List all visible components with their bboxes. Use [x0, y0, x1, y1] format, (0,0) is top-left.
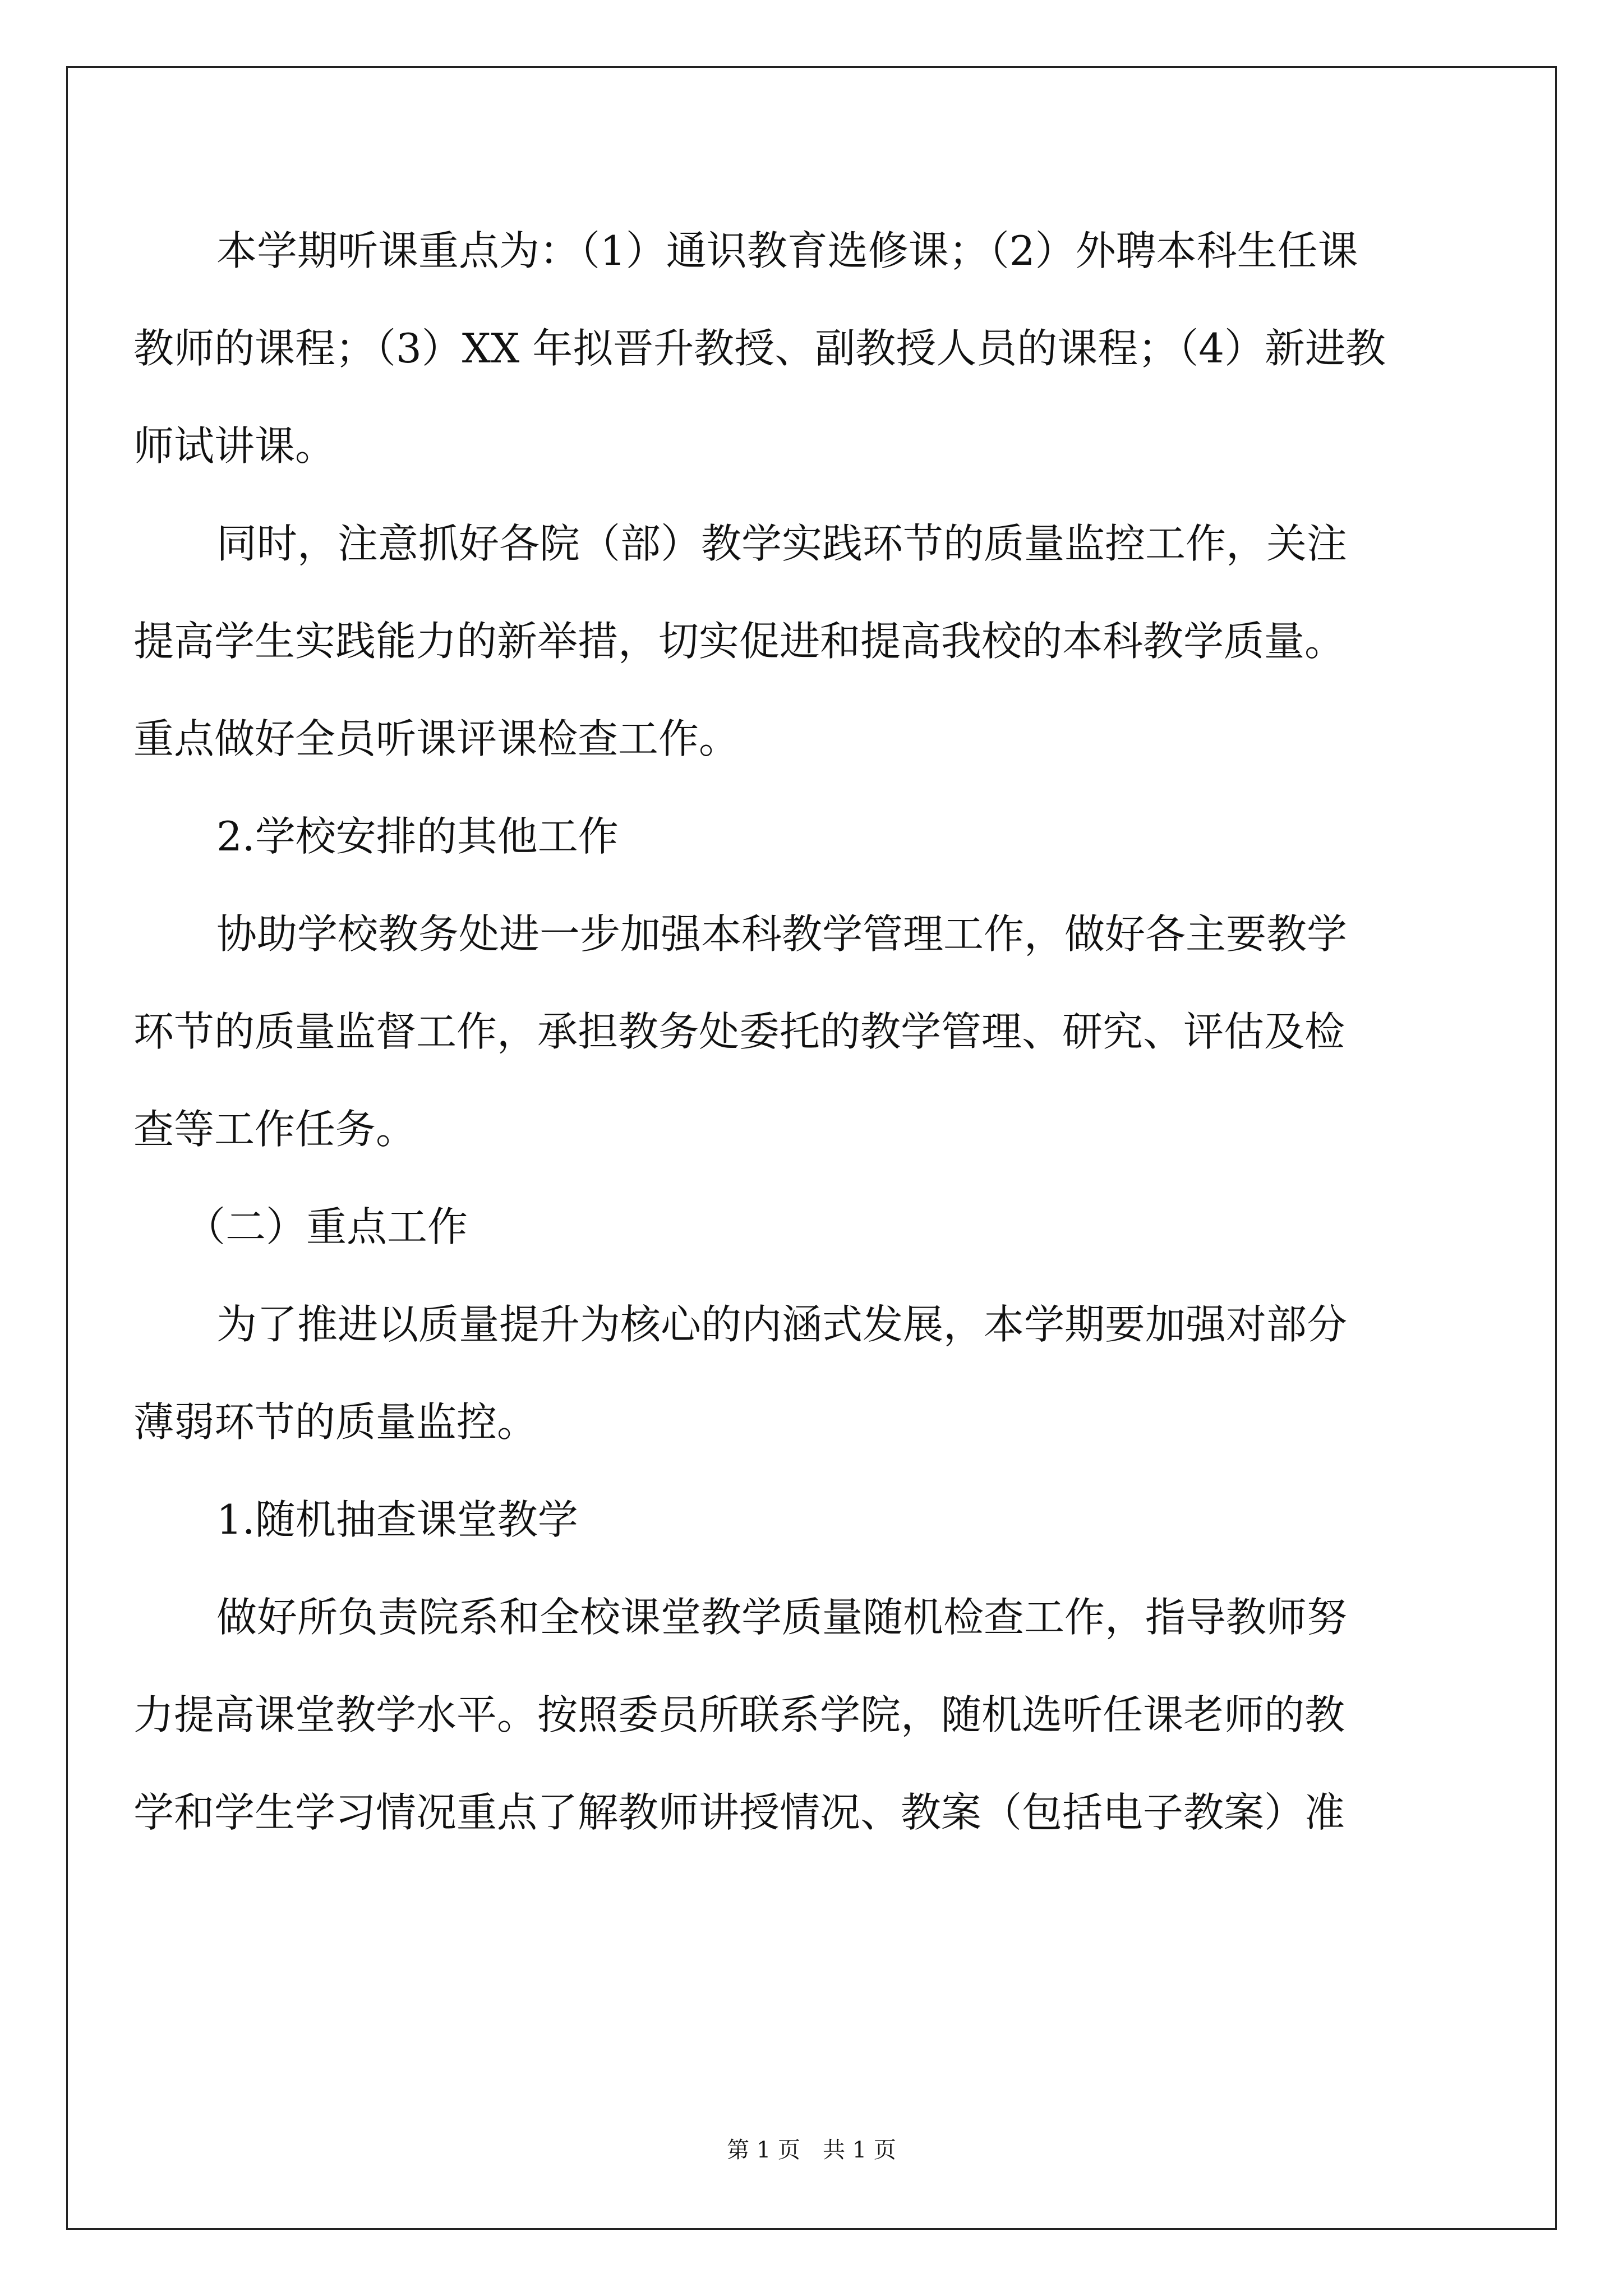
paragraph-line: 薄弱环节的质量监控。 — [133, 1398, 538, 1446]
paragraph-line: 提高学生实践能力的新举措，切实促进和提高我校的本科教学质量。 — [133, 618, 1345, 665]
section-heading: （二）重点工作 — [185, 1203, 468, 1250]
paragraph-line: 师试讲课。 — [133, 422, 336, 470]
section-heading: 2.学校安排的其他工作 — [216, 813, 619, 860]
paragraph-line: 同时，注意抓好各院（部）教学实践环节的质量监控工作，关注 — [216, 520, 1348, 567]
document-body — [133, 202, 1490, 1861]
paragraph-line: 重点做好全员听课评课检查工作。 — [133, 715, 740, 762]
paragraph-line: 协助学校教务处进一步加强本科教学管理工作，做好各主要教学 — [216, 910, 1348, 958]
section-heading: 1.随机抽查课堂教学 — [216, 1496, 578, 1543]
paragraph-line: 教师的课程；（3）XX 年拟晋升教授、副教授人员的课程；（4）新进教 — [133, 325, 1386, 372]
paragraph-line: 环节的质量监督工作，承担教务处委托的教学管理、研究、评估及检 — [133, 1008, 1345, 1055]
paragraph-line: 本学期听课重点为：（1）通识教育选修课；（2）外聘本科生任课 — [216, 227, 1358, 274]
paragraph-line: 力提高课堂教学水平。按照委员所联系学院，随机选听任课老师的教 — [133, 1691, 1345, 1738]
paragraph-line: 为了推进以质量提升为核心的内涵式发展，本学期要加强对部分 — [216, 1301, 1348, 1348]
page-footer: 第 1 页 共 1 页 — [727, 2137, 896, 2163]
paragraph-line: 学和学生学习情况重点了解教师讲授情况、教案（包括电子教案）准 — [133, 1789, 1345, 1836]
paragraph-line: 查等工作任务。 — [133, 1106, 417, 1153]
paragraph-line: 做好所负责院系和全校课堂教学质量随机检查工作，指导教师努 — [216, 1594, 1348, 1641]
